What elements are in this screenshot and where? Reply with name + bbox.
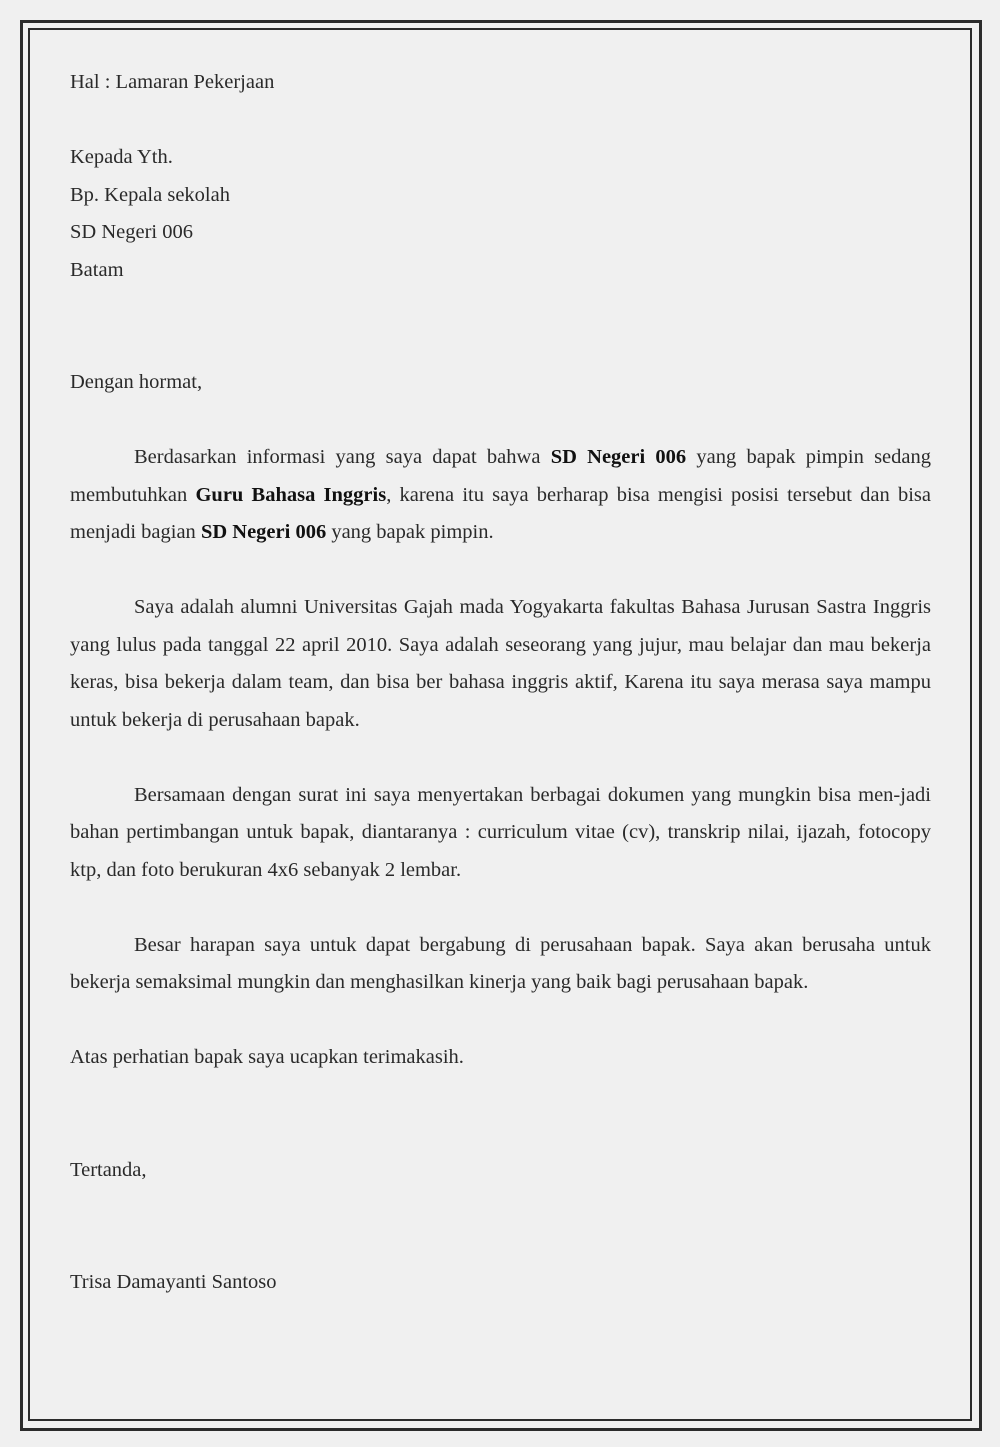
recipient-block [70, 139, 931, 289]
recipient-line: Kepada Yth. [70, 146, 173, 168]
school-name-bold: SD Negeri 006 [550, 446, 687, 468]
paragraph-1 [70, 439, 931, 552]
paragraph-1-text: , karena itu saya berharap bisa mengisi posisi tersebut dan bisa menjadi bagian [70, 483, 931, 543]
recipient-line: Batam [70, 258, 124, 281]
paragraph-1-text: yang bapak pimpin. [326, 521, 494, 543]
signer-name: Trisa Damayanti Santoso [70, 1271, 277, 1293]
paragraph-1-text: yang bapak pimpin sedang membutuhkan [70, 446, 931, 506]
closing-thanks: Atas perhatian bapak saya ucapkan terimakasih. [70, 1046, 464, 1068]
recipient-line: SD Negeri 006 [70, 221, 193, 243]
paragraph-3: Bersamaan dengan surat ini saya menyertakan berbagai dokumen yang mungkin bisa men-jadi bahan pertimbangan untuk bapak, diantaranya : curriculum vitae (cv), transkrip nilai, ijazah, fotocopy ktp, dan foto berukuran 4x6 sebanyak 2 lembar. [70, 783, 931, 881]
letter-body [70, 64, 931, 1302]
letter-subject: Hal : Lamaran Pekerjaan [70, 71, 275, 93]
paragraph-1-text: Berdasarkan informasi yang saya dapat bahwa [134, 446, 551, 468]
paragraph-4: Besar harapan saya untuk dapat bergabung di perusahaan bapak. Saya akan berusaha untuk bekerja semaksimal mungkin dan menghasilkan kinerja yang baik bagi perusahaan bapak. [70, 933, 931, 993]
position-bold: Guru Bahasa Inggris [195, 483, 387, 506]
sign-off: Tertanda, [70, 1158, 147, 1181]
recipient-line: Bp. Kepala sekolah [70, 183, 230, 206]
school-name-bold: SD Negeri 006 [200, 521, 327, 543]
greeting: Dengan hormat, [70, 371, 203, 393]
paragraph-2: Saya adalah alumni Universitas Gajah mada Yogyakarta fakultas Bahasa Jurusan Sastra Inggris yang lulus pada tanggal 22 april 2010. Saya adalah seseorang yang jujur, mau belajar dan mau bekerja keras, bisa bekerja dalam team, dan bisa ber bahasa inggris aktif, Karena itu saya merasa saya mampu untuk bekerja di perusahaan bapak. [70, 596, 931, 731]
